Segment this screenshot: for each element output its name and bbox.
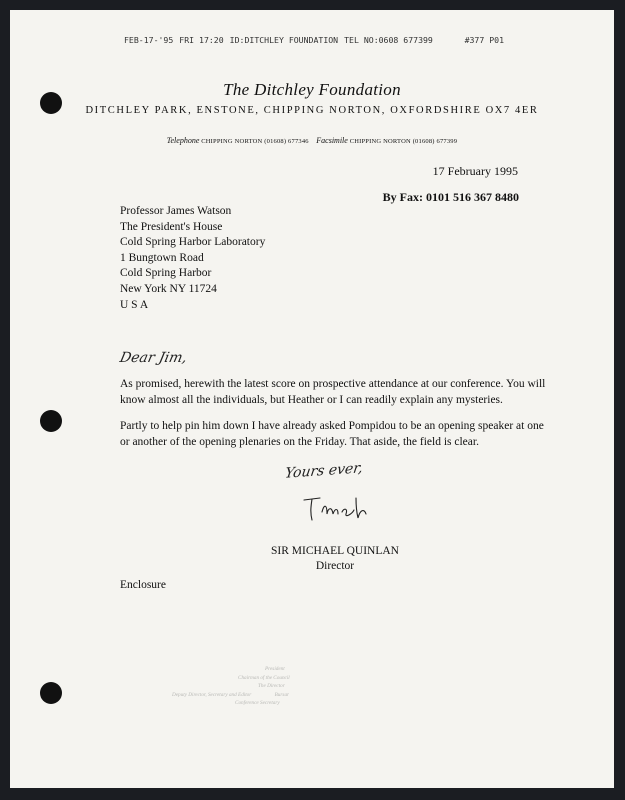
signer-title: Director [315, 560, 355, 572]
body-paragraph-2: Partly to help pin him down I have already asked Pompidou to be an opening speaker at one or another of the opening plenaries on the Friday. That aside, the field is clear. [120, 420, 544, 448]
footer-deputy-bursar [160, 691, 480, 700]
footer-bursar: Bursar [274, 691, 290, 698]
letter-date: 17 February 1995 [432, 164, 518, 178]
body-paragraph-1: As promised, herewith the latest score on prospective attendance at our conference. You will know almost all the individuals, but Heather or I can readily explain any mysteries. [120, 378, 546, 406]
recipient-line: 1 Bungtown Road [120, 251, 204, 264]
punch-hole-middle [40, 410, 62, 432]
recipient-line: The President's House [120, 220, 223, 233]
signature-mark [300, 490, 370, 526]
recipient-line: Cold Spring Harbor Laboratory [120, 236, 266, 249]
faded-footer [160, 665, 480, 708]
handwritten-closing: Yours ever, [283, 460, 364, 482]
letterhead-title: The Ditchley Foundation [223, 80, 401, 99]
fax-transmission-header [124, 35, 504, 45]
recipient-line: Professor James Watson [120, 205, 232, 217]
fax-page: #377 P01 [464, 35, 504, 45]
recipient-line: U S A [120, 298, 149, 311]
telephone-label: Telephone [166, 136, 200, 145]
fax-date: FEB-17-'95 [124, 35, 174, 45]
telephone-value: CHIPPING NORTON (01608) 677346 [201, 138, 309, 145]
fax-number-line: By Fax: 0101 516 367 8480 [382, 190, 519, 204]
signer-name: SIR MICHAEL QUINLAN [271, 545, 399, 557]
recipient-address [120, 204, 265, 313]
punch-hole-bottom [40, 682, 62, 704]
fax-day-time: FRI 17:20 [179, 35, 224, 45]
signer-block [260, 544, 410, 574]
footer-president: President [265, 666, 285, 672]
footer-conference: Conference Secretary [235, 700, 280, 706]
enclosure-note: Enclosure [120, 579, 166, 591]
footer-deputy: Deputy Director, Secretary and Editor [172, 691, 252, 698]
recipient-line: Cold Spring Harbor [120, 267, 212, 280]
facsimile-value: CHIPPING NORTON (01608) 677399 [349, 138, 458, 145]
letterhead-address: DITCHLEY PARK, ENSTONE, CHIPPING NORTON, OXFORDSHIRE OX7 4ER [85, 105, 539, 116]
letter-page [10, 10, 614, 788]
fax-tel: TEL NO:0608 677399 [344, 35, 433, 45]
letterhead-contact [10, 136, 614, 145]
facsimile-label: Facsimile [316, 136, 348, 145]
fax-sender-id: ID:DITCHLEY FOUNDATION [229, 35, 339, 45]
handwritten-salutation: Dear Jim, [118, 350, 189, 366]
footer-chairman: Chairman of the Council [238, 674, 290, 681]
footer-director: The Director [258, 683, 285, 689]
recipient-line: New York NY 11724 [120, 282, 217, 295]
